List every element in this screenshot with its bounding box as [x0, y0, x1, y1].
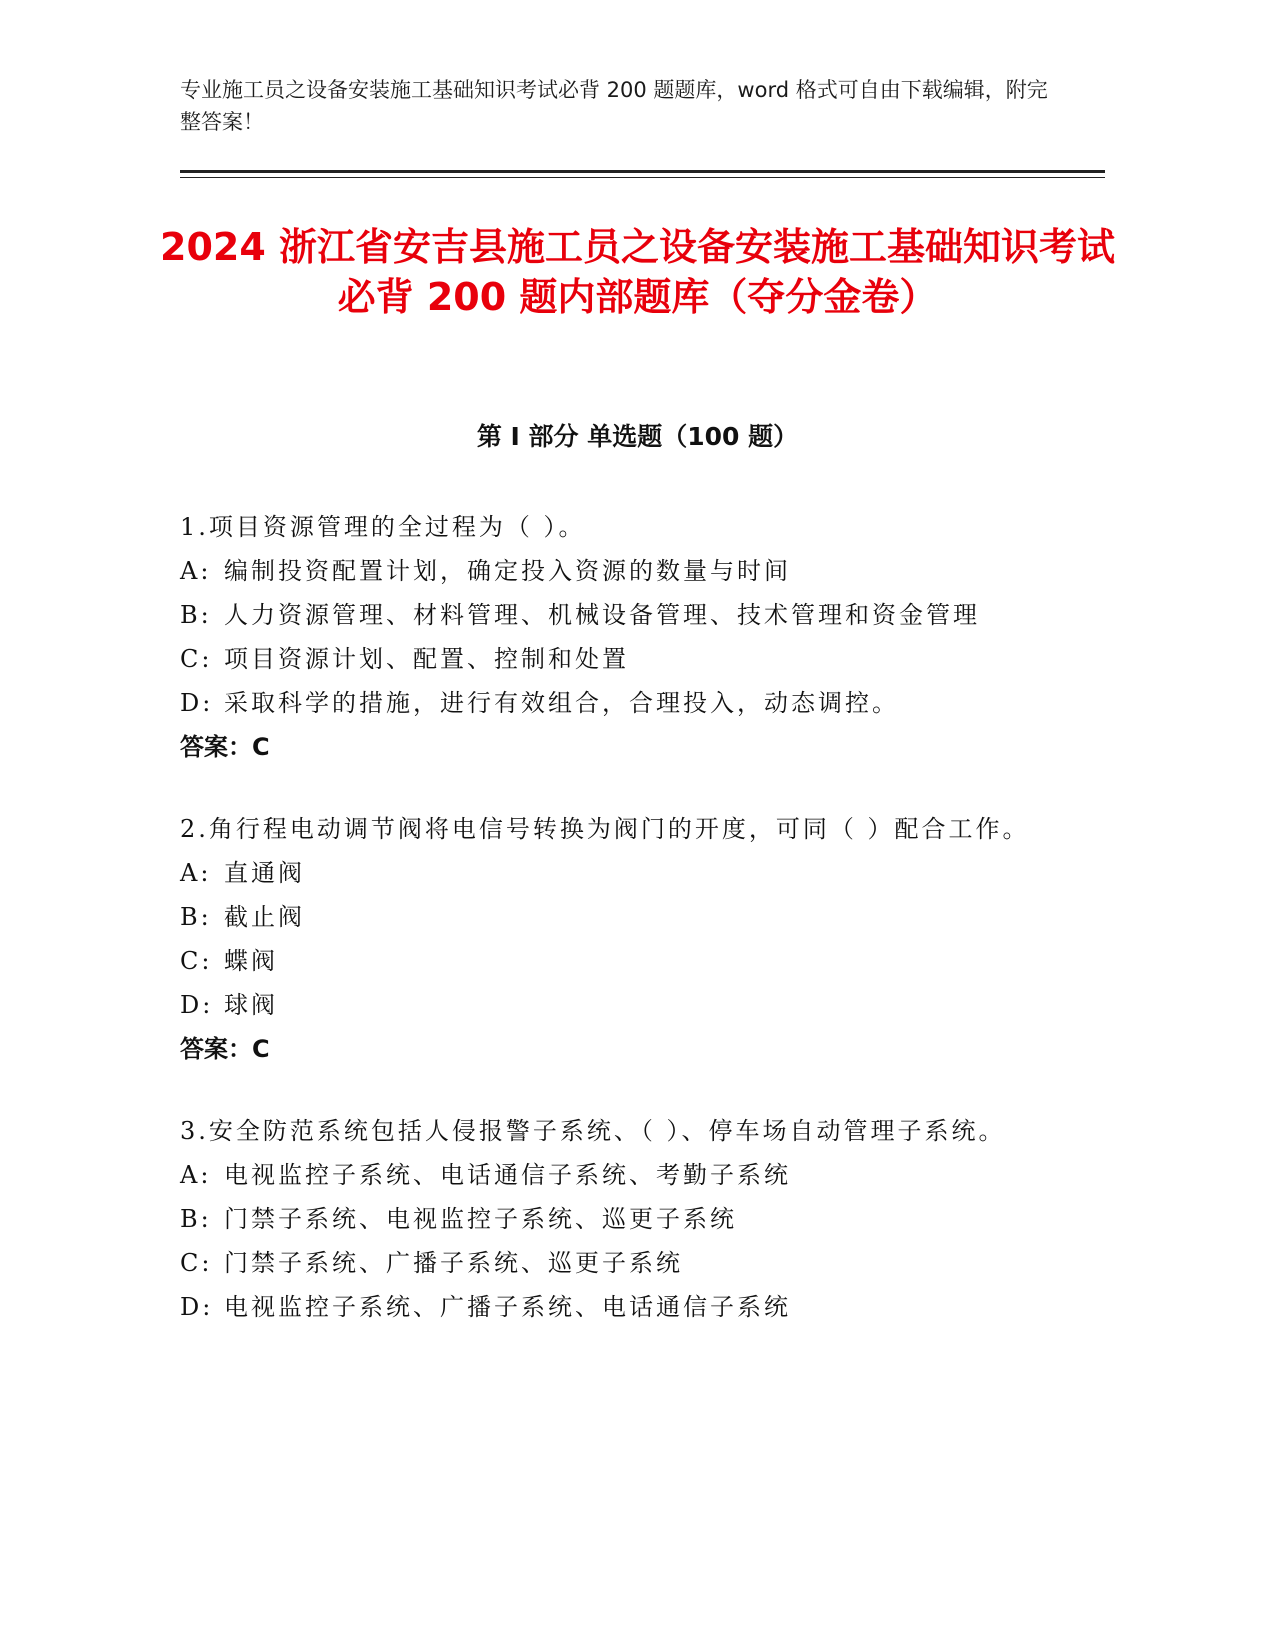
option-d — [180, 681, 1050, 725]
option-letter: A: — [180, 1161, 212, 1189]
option-letter: B: — [180, 1205, 212, 1233]
option-text: 门禁子系统、电视监控子系统、巡更子系统 — [224, 1205, 737, 1233]
option-letter: B: — [180, 601, 212, 629]
option-text: 截止阀 — [224, 903, 305, 931]
option-d — [180, 983, 1050, 1027]
header-note: 专业施工员之设备安装施工基础知识考试必背 200 题题库，word 格式可自由下载编辑，附完整答案！ — [180, 78, 1048, 134]
option-text: 直通阀 — [224, 859, 305, 887]
option-text: 门禁子系统、广播子系统、巡更子系统 — [224, 1249, 683, 1277]
option-letter: B: — [180, 903, 212, 931]
option-d — [180, 1285, 1050, 1329]
section-title: 第 I 部分 单选题（100 题） — [476, 422, 799, 451]
option-letter: A: — [180, 859, 212, 887]
option-letter: C: — [180, 947, 213, 975]
option-letter: D: — [180, 1293, 214, 1321]
option-text: 电视监控子系统、广播子系统、电话通信子系统 — [224, 1293, 791, 1321]
option-text: 编制投资配置计划，确定投入资源的数量与时间 — [224, 557, 791, 585]
header-rule-thin — [180, 177, 1105, 178]
document-title: 2024 浙江省安吉县施工员之设备安装施工基础知识考试必背 200 题内部题库（夺分金卷） — [160, 225, 1115, 319]
option-b — [180, 1197, 1050, 1241]
option-letter: A: — [180, 557, 212, 585]
option-letter: D: — [180, 991, 214, 1019]
option-c — [180, 637, 1050, 681]
question-1 — [180, 505, 1050, 769]
option-letter: C: — [180, 1249, 213, 1277]
option-c — [180, 1241, 1050, 1285]
option-text: 电视监控子系统、电话通信子系统、考勤子系统 — [224, 1161, 791, 1189]
answer: 答案：C — [180, 733, 270, 761]
question-stem: 2.角行程电动调节阀将电信号转换为阀门的开度，可同（ ）配合工作。 — [180, 815, 1030, 843]
option-text: 项目资源计划、配置、控制和处置 — [224, 645, 629, 673]
option-text: 人力资源管理、材料管理、机械设备管理、技术管理和资金管理 — [224, 601, 980, 629]
option-b — [180, 593, 1050, 637]
option-text: 蝶阀 — [224, 947, 278, 975]
question-stem: 1.项目资源管理的全过程为（ ）。 — [180, 513, 586, 541]
question-stem: 3.安全防范系统包括人侵报警子系统、（ ）、停车场自动管理子系统。 — [180, 1117, 1006, 1145]
option-letter: C: — [180, 645, 213, 673]
option-letter: D: — [180, 689, 214, 717]
question-list — [180, 505, 1050, 1367]
question-2 — [180, 807, 1050, 1071]
option-a — [180, 549, 1050, 593]
option-c — [180, 939, 1050, 983]
option-a — [180, 1153, 1050, 1197]
option-b — [180, 895, 1050, 939]
question-3 — [180, 1109, 1050, 1329]
header-rule-thick — [180, 170, 1105, 173]
option-text: 采取科学的措施，进行有效组合，合理投入，动态调控。 — [224, 689, 899, 717]
option-text: 球阀 — [224, 991, 278, 1019]
answer: 答案：C — [180, 1035, 270, 1063]
option-a — [180, 851, 1050, 895]
